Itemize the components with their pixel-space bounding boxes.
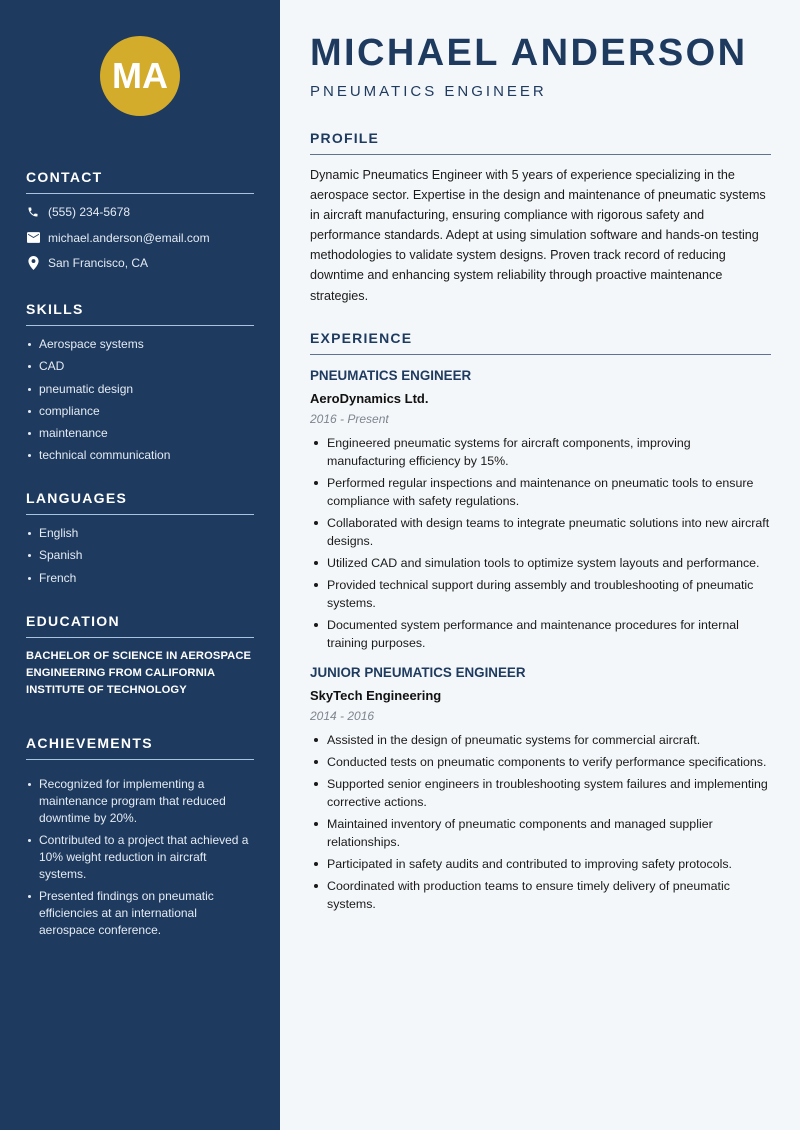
profile-heading: PROFILE (310, 130, 771, 155)
job-company: SkyTech Engineering (310, 687, 442, 703)
skills-section (26, 301, 254, 464)
job-bullet: Coordinated with production teams to ensure timely delivery of pneumatic systems. (310, 877, 771, 913)
skills-heading: SKILLS (26, 301, 254, 326)
language-item: Spanish (26, 547, 254, 564)
contact-section (26, 169, 254, 271)
contact-location-text: San Francisco, CA (48, 256, 149, 271)
candidate-name: MICHAEL ANDERSON (310, 32, 748, 74)
candidate-role: PNEUMATICS ENGINEER (310, 83, 547, 100)
job-bullets (310, 434, 771, 652)
experience-heading: EXPERIENCE (310, 330, 771, 355)
education-section (26, 613, 254, 699)
contact-heading: CONTACT (26, 169, 254, 194)
achievements-list (26, 776, 254, 939)
job-bullet: Conducted tests on pneumatic components to verify performance specifications. (310, 753, 771, 771)
job-bullet: Performed regular inspections and maintenance on pneumatic tools to ensure compliance with safety regulations. (310, 474, 771, 510)
job-bullet: Maintained inventory of pneumatic components and managed supplier relationships. (310, 815, 771, 851)
skill-item: Aerospace systems (26, 336, 254, 353)
education-degree: BACHELOR OF SCIENCE IN AEROSPACE ENGINEERING FROM CALIFORNIA INSTITUTE OF TECHNOLOGY (26, 649, 252, 696)
languages-heading: LANGUAGES (26, 490, 254, 515)
job-company: AeroDynamics Ltd. (310, 390, 429, 406)
job-entry (310, 367, 771, 652)
phone-icon (26, 205, 40, 219)
education-heading: EDUCATION (26, 613, 254, 638)
achievements-section (26, 735, 254, 939)
job-entry (310, 664, 771, 913)
job-bullet: Documented system performance and maintenance procedures for internal training purposes. (310, 616, 771, 652)
achievements-heading: ACHIEVEMENTS (26, 735, 254, 760)
skill-item: CAD (26, 358, 254, 375)
achievement-item: Recognized for implementing a maintenance program that reduced downtime by 20%. (26, 776, 254, 827)
profile-summary: Dynamic Pneumatics Engineer with 5 years of experience specializing in the aerospace sector. Expertise in the design and maintenance of pneumatic systems in aircraft manufacturing, ensuring compliance with rigorous safety and performance standards. Adept at using simulation software and hands-on testing methodologies to validate system designs. Proven track record of reducing downtime and enhancing system reliability through proactive maintenance strategies. (310, 168, 766, 303)
languages-section (26, 490, 254, 586)
contact-email-text[interactable]: michael.anderson@email.com (48, 230, 210, 245)
location-pin-icon (26, 256, 40, 270)
job-title: PNEUMATICS ENGINEER (310, 367, 472, 383)
skill-item: pneumatic design (26, 381, 254, 398)
avatar-initials: MA (112, 55, 168, 96)
email-icon (26, 231, 40, 245)
language-item: French (26, 570, 254, 587)
contact-location (26, 255, 254, 271)
language-item: English (26, 525, 254, 542)
main-content (280, 0, 800, 1130)
skill-item: technical communication (26, 447, 254, 464)
job-bullets (310, 731, 771, 913)
job-dates: 2014 - 2016 (310, 708, 375, 723)
job-bullet: Engineered pneumatic systems for aircraft components, improving manufacturing efficiency by 15%. (310, 434, 771, 470)
sidebar (0, 0, 280, 1130)
skill-item: maintenance (26, 425, 254, 442)
contact-phone (26, 204, 254, 220)
job-dates: 2016 - Present (310, 411, 389, 426)
job-bullet: Provided technical support during assembly and troubleshooting of pneumatic systems. (310, 576, 771, 612)
achievement-item: Presented findings on pneumatic efficiencies at an international aerospace conference. (26, 888, 254, 939)
job-bullet: Assisted in the design of pneumatic systems for commercial aircraft. (310, 731, 771, 749)
achievement-item: Contributed to a project that achieved a 10% weight reduction in aircraft systems. (26, 832, 254, 883)
contact-phone-text: (555) 234-5678 (48, 205, 131, 219)
job-bullet: Supported senior engineers in troubleshooting system failures and implementing corrective actions. (310, 775, 771, 811)
job-bullet: Utilized CAD and simulation tools to optimize system layouts and performance. (310, 554, 771, 572)
experience-section (310, 330, 771, 913)
job-title: JUNIOR PNEUMATICS ENGINEER (310, 664, 526, 680)
languages-list (26, 525, 254, 586)
job-bullet: Participated in safety audits and contributed to improving safety protocols. (310, 855, 771, 873)
skills-list (26, 336, 254, 464)
contact-email (26, 230, 254, 246)
avatar (100, 36, 180, 116)
job-bullet: Collaborated with design teams to integrate pneumatic solutions into new aircraft designs. (310, 514, 771, 550)
skill-item: compliance (26, 403, 254, 420)
profile-section (310, 130, 771, 306)
